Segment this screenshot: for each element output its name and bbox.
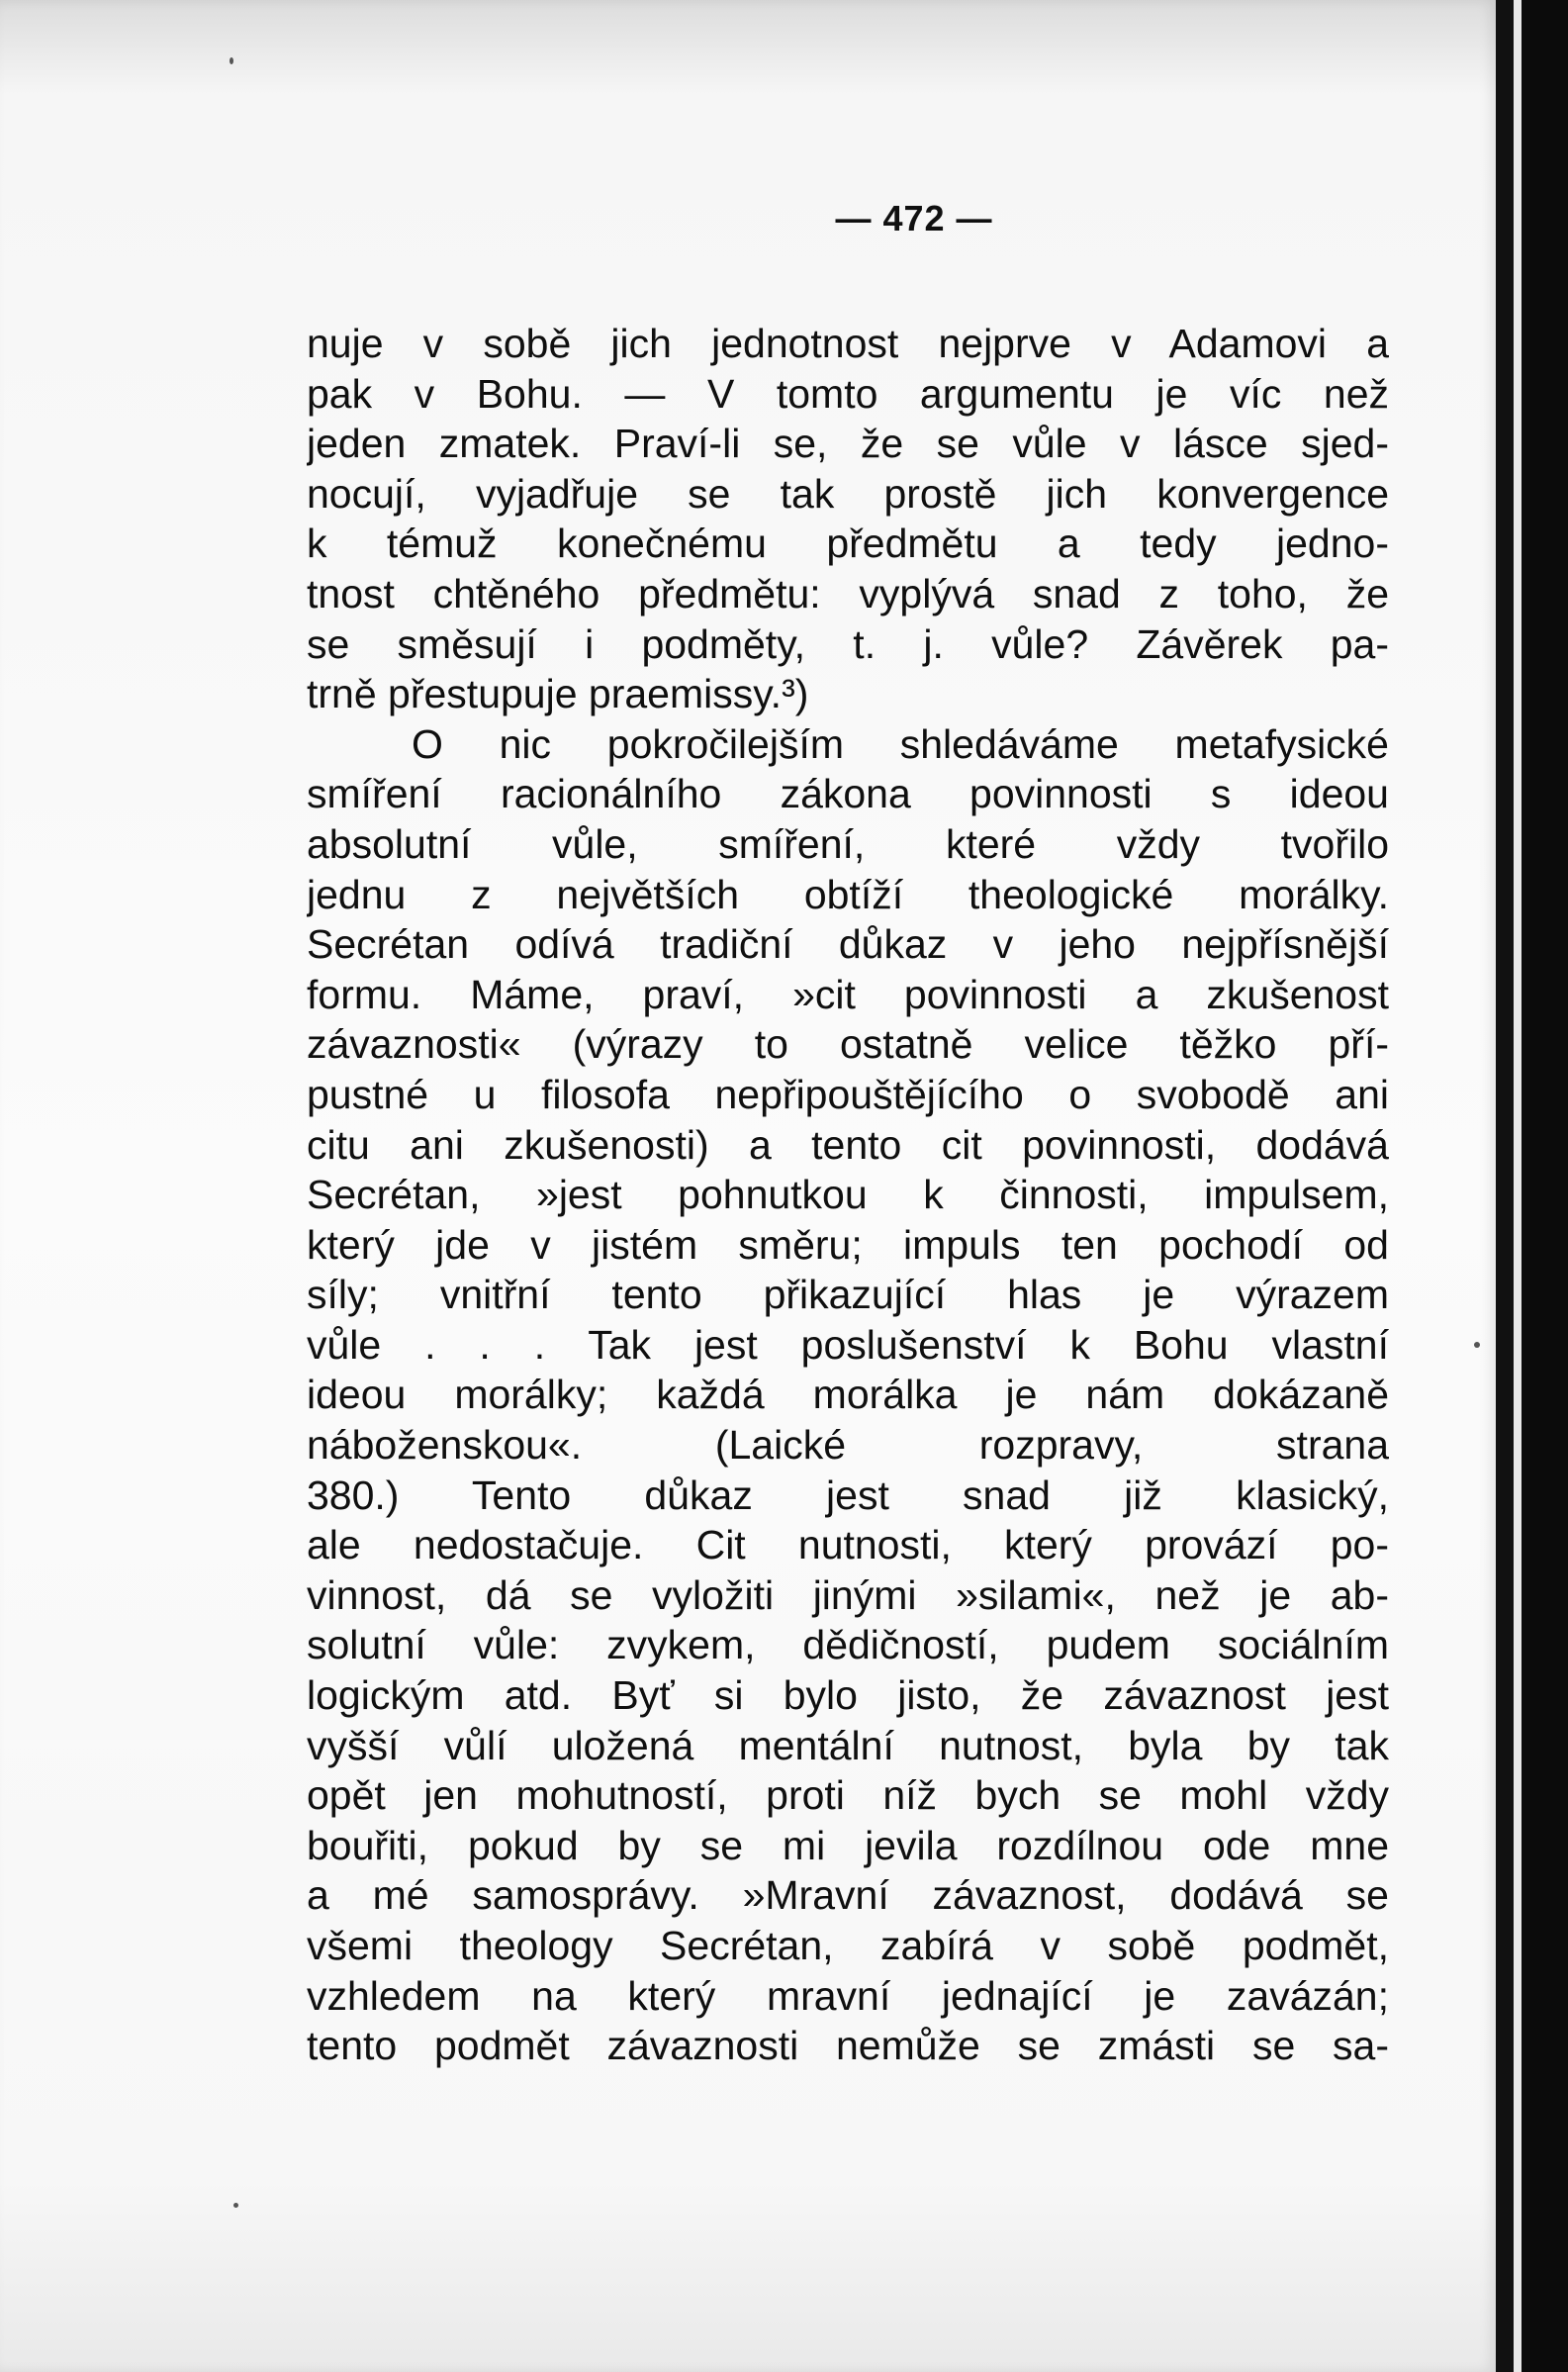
page-number: — 472 —: [835, 198, 993, 238]
text-line: O nic pokročilejším shledáváme metafysické: [412, 720, 1389, 767]
text-line: absolutní vůle, smíření, které vždy tvořilo: [307, 820, 1389, 867]
scan-speck: [233, 2203, 238, 2208]
text-line: jednu z největších obtíží theologické morálky.: [307, 871, 1389, 917]
body-text: [307, 319, 1389, 2071]
text-line: vinnost, dá se vyložiti jinými »silami«, než je ab-: [307, 1571, 1389, 1618]
page-edge-light: [1514, 0, 1522, 2372]
text-line: 380.) Tento důkaz jest snad již klasický,: [307, 1471, 1389, 1518]
text-line: ideou morálky; každá morálka je nám dokázaně: [307, 1372, 1389, 1418]
text-line: citu ani zkušenosti) a tento cit povinnosti, dodává: [307, 1121, 1389, 1168]
text-line: síly; vnitřní tento přikazující hlas je výrazem: [307, 1272, 1389, 1318]
text-line: vzhledem na který mravní jednající je zavázán;: [307, 1972, 1389, 2019]
text-line: závaznosti« (výrazy to ostatně velice těžko pří-: [307, 1021, 1389, 1068]
text-line: všemi theology Secrétan, zabírá v sobě podmět,: [307, 1923, 1389, 1968]
text-line: smíření racionálního zákona povinnosti s ideou: [307, 771, 1389, 817]
text-line: Secrétan odívá tradiční důkaz v jeho nejpřísnější: [307, 921, 1389, 968]
text-line: nuje v sobě jich jednotnost nejprve v Adamovi a: [307, 321, 1389, 366]
text-line: pak v Bohu. — V tomto argumentu je víc než: [307, 370, 1389, 417]
text-line: který jde v jistém směru; impuls ten pochodí od: [307, 1221, 1389, 1268]
text-line: formu. Máme, praví, »cit povinnosti a zkušenost: [307, 971, 1389, 1017]
text-line: Secrétan, »jest pohnutkou k činnosti, impulsem,: [307, 1172, 1389, 1218]
text-line: opět jen mohutností, proti níž bych se mohl vždy: [307, 1772, 1389, 1819]
scan-speck: [230, 57, 233, 64]
text-line: k témuž konečnému předmětu a tedy jedno-: [307, 521, 1389, 567]
text-line: jeden zmatek. Praví-li se, že se vůle v lásce sjed-: [307, 421, 1389, 467]
text-line: se směsují i podměty, t. j. vůle? Závěrek pa-: [307, 620, 1389, 667]
text-line: náboženskou«. (Laické rozpravy, strana: [307, 1422, 1389, 1469]
text-line: logickým atd. Byť si bylo jisto, že závaznost jest: [307, 1672, 1389, 1719]
text-line: ale nedostačuje. Cit nutnosti, který provází po-: [307, 1522, 1389, 1568]
text-line: tnost chtěného předmětu: vyplývá snad z toho, že: [307, 570, 1389, 617]
text-line: pustné u filosofa nepřipouštějícího o svobodě ani: [307, 1071, 1389, 1117]
page-edge-dark: [1496, 0, 1514, 2372]
text-line: vyšší vůlí uložená mentální nutnost, byla by tak: [307, 1722, 1389, 1768]
text-line: tento podmět závaznosti nemůže se zmásti se sa-: [307, 2023, 1389, 2069]
text-line: nocují, vyjadřuje se tak prostě jich konvergence: [307, 470, 1389, 517]
text-line: bouřiti, pokud by se mi jevila rozdílnou ode mne: [307, 1822, 1389, 1868]
scan-speck: [1474, 1342, 1480, 1348]
text-line: vůle . . . Tak jest poslušenství k Bohu vlastní: [307, 1321, 1389, 1368]
text-line: trně přestupuje praemissy.³): [307, 671, 809, 717]
text-line: solutní vůle: zvykem, dědičností, pudem sociálním: [307, 1622, 1389, 1668]
text-line: a mé samosprávy. »Mravní závaznost, dodává se: [307, 1872, 1389, 1919]
